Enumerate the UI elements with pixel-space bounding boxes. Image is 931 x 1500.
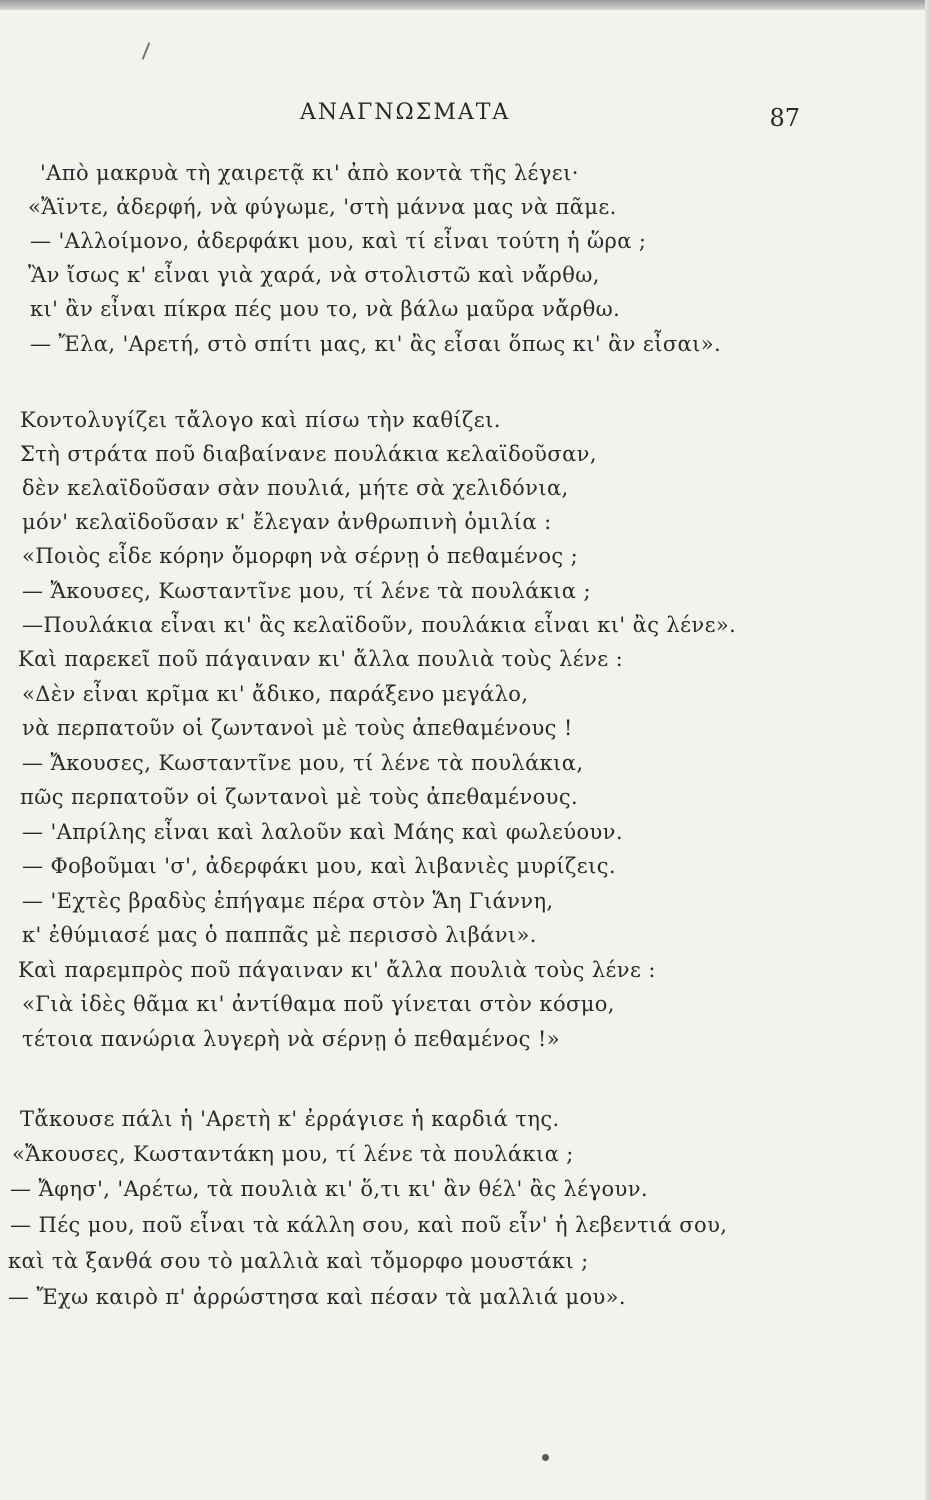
verse-line: τέτοια πανώρια λυγερὴ νὰ σέρνῃ ὁ πεθαμένος !» bbox=[22, 1027, 560, 1051]
page-number: 87 bbox=[769, 104, 800, 132]
verse-line: Στὴ στράτα ποῦ διαβαίνανε πουλάκια κελαϊδοῦσαν, bbox=[20, 442, 597, 466]
verse-line: — Ἄκουσες, Κωσταντῖνε μου, τί λένε τὰ πουλάκια ; bbox=[22, 579, 591, 603]
verse-line: δὲν κελαϊδοῦσαν σὰν πουλιά, μήτε σὰ χελιδόνια, bbox=[22, 476, 569, 500]
verse-line: μόν' κελαϊδοῦσαν κ' ἔλεγαν ἀνθρωπινὴ ὁμιλία : bbox=[22, 510, 552, 534]
verse-line: καὶ τὰ ξανθά σου τὸ μαλλιὰ καὶ τὄμορφο μουστάκι ; bbox=[8, 1249, 589, 1273]
verse-line: «Δὲν εἶναι κρῖμα κι' ἄδικο, παράξενο μεγάλο, bbox=[22, 682, 529, 706]
verse-line: — 'Εχτὲς βραδὺς ἐπήγαμε πέρα στὸν Ἅη Γιάννη, bbox=[22, 889, 554, 913]
verse-line: — 'Απρίλης εἶναι καὶ λαλοῦν καὶ Μάης καὶ φωλεύουν. bbox=[22, 820, 623, 844]
running-title: ΑΝΑΓΝΩΣΜΑΤΑ bbox=[300, 100, 511, 125]
verse-line: — Ἄκουσες, Κωσταντῖνε μου, τί λένε τὰ πουλάκια, bbox=[22, 751, 584, 775]
page-right-edge bbox=[925, 0, 931, 1500]
verse-line: —Πουλάκια εἶναι κι' ἂς κελαϊδοῦν, πουλάκια εἶναι κι' ἂς λένε». bbox=[22, 613, 737, 637]
verse-line: — Ἄφησ', 'Αρέτω, τὰ πουλιὰ κι' ὅ,τι κι' ἂν θέλ' ἂς λέγουν. bbox=[10, 1177, 648, 1201]
ink-speck bbox=[542, 1454, 549, 1461]
page-header bbox=[300, 92, 800, 132]
pencil-mark bbox=[142, 42, 151, 59]
verse-line: νὰ περπατοῦν οἱ ζωντανοὶ μὲ τοὺς ἀπεθαμένους ! bbox=[22, 716, 573, 740]
verse-line: 'Απὸ μακρυὰ τὴ χαιρετᾷ κι' ἀπὸ κοντὰ τῆς λέγει· bbox=[40, 161, 579, 185]
verse-line: «Γιὰ ἰδὲς θᾶμα κι' ἀντίθαμα ποῦ γίνεται στὸν κόσμο, bbox=[22, 992, 615, 1016]
verse-line: Κοντολυγίζει τἄλογο καὶ πίσω τὴν καθίζει. bbox=[20, 408, 501, 432]
verse-line: κ' ἐθύμιασέ μας ὁ παππᾶς μὲ περισσὸ λιβάνι». bbox=[22, 923, 537, 947]
verse-line: κι' ἂν εἶναι πίκρα πές μου το, νὰ βάλω μαῦρα νἄρθω. bbox=[30, 297, 621, 321]
verse-line: — 'Αλλοίμονο, ἀδερφάκι μου, καὶ τί εἶναι τούτη ἡ ὥρα ; bbox=[30, 229, 647, 253]
verse-line: — Πές μου, ποῦ εἶναι τὰ κάλλη σου, καὶ ποῦ εἶν' ἡ λεβεντιά σου, bbox=[10, 1213, 728, 1237]
verse-line: — Ἔχω καιρὸ π' ἀρρώστησα καὶ πέσαν τὰ μαλλιά μου». bbox=[8, 1285, 626, 1309]
verse-line: «Ποιὸς εἶδε κόρην ὄμορφη νὰ σέρνῃ ὁ πεθαμένος ; bbox=[22, 544, 579, 568]
verse-line: «Ἄϊντε, ἀδερφή, νὰ φύγωμε, 'στὴ μάννα μας νὰ πᾶμε. bbox=[28, 195, 617, 219]
verse-line: «Ἄκουσες, Κωσταντάκη μου, τί λένε τὰ πουλάκια ; bbox=[12, 1142, 574, 1166]
verse-line: Ἂν ἴσως κ' εἶναι γιὰ χαρά, νὰ στολιστῶ καὶ νἄρθω, bbox=[28, 263, 600, 287]
verse-line: — Ἔλα, 'Αρετή, στὸ σπίτι μας, κι' ἂς εἶσαι ὅπως κι' ἂν εἶσαι». bbox=[30, 332, 722, 356]
verse-line: Καὶ παρεκεῖ ποῦ πάγαιναν κι' ἄλλα πουλιὰ τοὺς λένε : bbox=[18, 647, 624, 671]
verse-line: — Φοβοῦμαι 'σ', ἀδερφάκι μου, καὶ λιβανιὲς μυρίζεις. bbox=[22, 854, 616, 878]
verse-line: Τἄκουσε πάλι ἡ 'Αρετὴ κ' ἐρράγισε ἡ καρδιά της. bbox=[20, 1107, 560, 1131]
verse-line: Καὶ παρεμπρὸς ποῦ πάγαιναν κι' ἄλλα πουλιὰ τοὺς λένε : bbox=[18, 958, 656, 982]
verse-line: πῶς περπατοῦν οἱ ζωντανοὶ μὲ τοὺς ἀπεθαμένους. bbox=[20, 785, 579, 809]
page-top-edge bbox=[0, 0, 931, 10]
